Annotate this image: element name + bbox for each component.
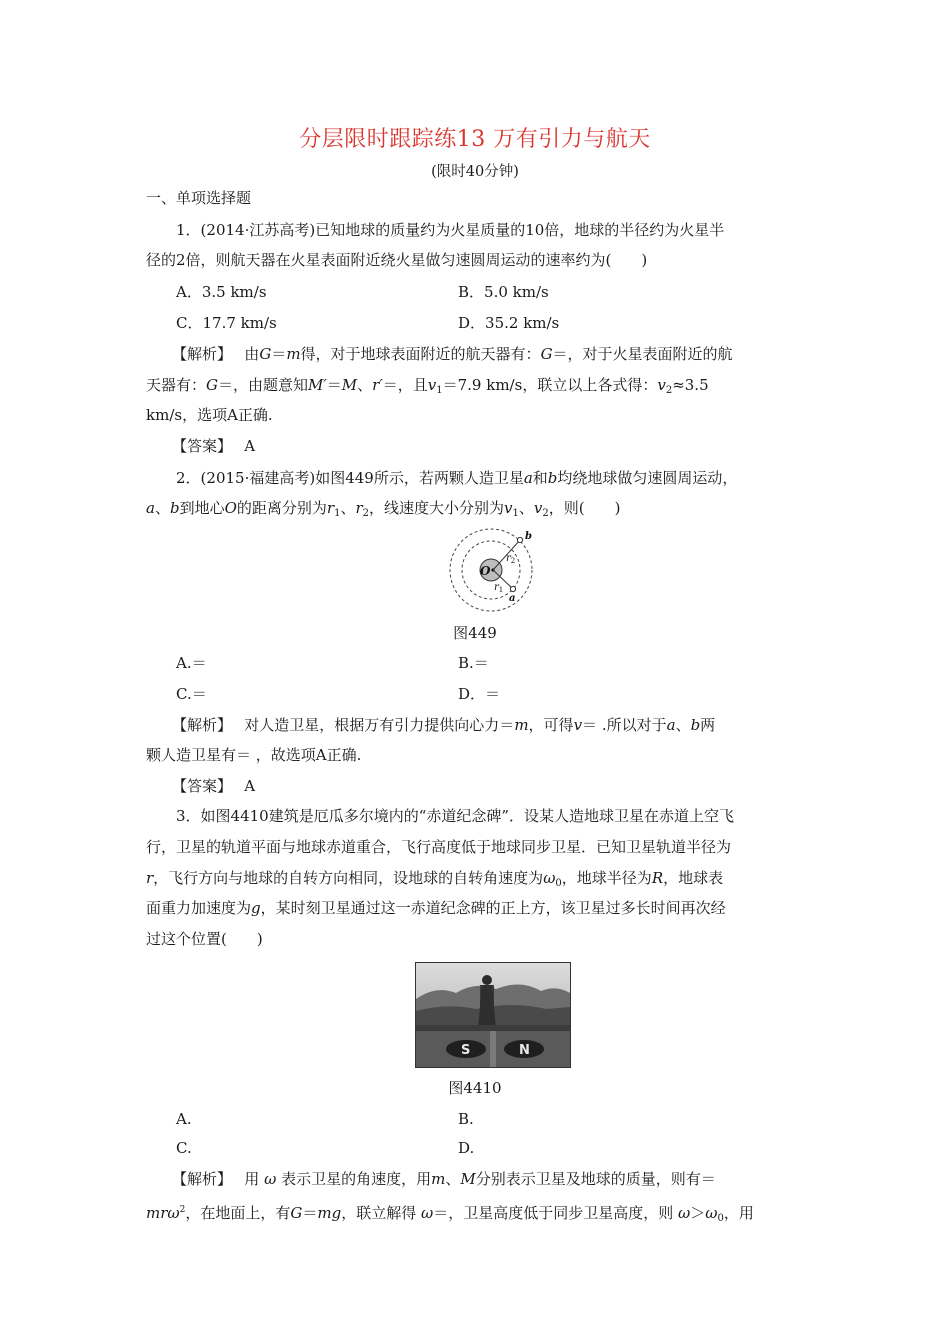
q2-analysis-line2: 颗人造卫星有＝ ，故选项A正确.: [146, 746, 362, 764]
satellite-a: [510, 586, 515, 591]
answer-label: 【答案】: [172, 777, 225, 795]
q3-option-a: A.: [176, 1110, 192, 1128]
q1-analysis-line2: 天器有：G＝，由题意知M′＝M、r′＝，且$v_1=7.9$ km/s，联立以上各式得：$v_2\approx 3.5$: [146, 376, 709, 396]
label-r2: $r_2$: [506, 553, 516, 565]
q1-answer: [172, 436, 255, 456]
q3-analysis-line2: mrω$^2$，在地面上，有G＝mg，联立解得 ω＝，卫星高度低于同步卫星高度，则 $\omega>\omega_0$，用: [146, 1204, 754, 1224]
q3-option-b: B.: [458, 1110, 474, 1128]
q2-option-c: C.＝: [176, 685, 207, 703]
equator-monument-photo: [415, 962, 571, 1068]
q3-stem-line4: 面重力加速度为g，某时刻卫星通过这一赤道纪念碑的正上方，该卫星过多长时间再次经: [146, 899, 726, 917]
analysis-label: 【解析】: [172, 1170, 225, 1188]
q3-option-d: D.: [458, 1139, 475, 1157]
q3-stem-line2: 行，卫星的轨道平面与地球赤道重合，飞行高度低于地球同步卫星．已知卫星轨道半径为: [146, 838, 732, 856]
q1-option-c: C．17.7 km/s: [176, 314, 277, 332]
analysis-label: 【解析】: [172, 716, 225, 734]
q2-stem-line2: a、b到地心O的距离分别为$r_1$、$r_2$，线速度大小分别为$v_1$、$v_2$，则( ): [146, 499, 621, 519]
q2-stem-line1: 2．(2015·福建高考)如图449所示，若两颗人造卫星a和b均绕地球做匀速圆周运动，: [176, 469, 738, 487]
time-limit: (限时40分钟): [431, 164, 519, 180]
marker-n: N: [519, 1043, 530, 1058]
q2-option-d: D．＝: [458, 685, 501, 703]
answer-value: A: [244, 437, 256, 455]
label-b: b: [525, 531, 532, 542]
label-a: a: [509, 593, 516, 604]
q2-answer: [172, 776, 255, 796]
section-heading: 一、单项选择题: [146, 189, 252, 207]
q2-option-b: B.＝: [458, 654, 489, 672]
q1-option-d: D．35.2 km/s: [458, 314, 560, 332]
q1-option-a: A．3.5 km/s: [176, 283, 267, 301]
q1-option-b: B．5.0 km/s: [458, 283, 549, 301]
q2-option-a: A.＝: [176, 654, 207, 672]
monument-image: [416, 963, 570, 1067]
q3-stem-line5: 过这个位置( ): [146, 930, 263, 948]
q1-analysis-line3: km/s，选项A正确.: [146, 406, 273, 424]
q2-analysis-line1: 【解析】 对人造卫星，根据万有引力提供向心力＝m，可得v＝ .所以对于a、b两: [172, 716, 716, 734]
q3-option-c: C.: [176, 1139, 192, 1157]
marker-s: S: [461, 1043, 471, 1058]
q3-stem-line1: 3．如图4410建筑是厄瓜多尔境内的“赤道纪念碑”．设某人造地球卫星在赤道上空飞: [176, 807, 735, 825]
center-label: O: [480, 564, 491, 578]
figure-4410-caption: 图4410: [448, 1079, 502, 1097]
page-title: 分层限时跟踪练13 万有引力与航天: [299, 127, 651, 152]
satellite-b: [517, 537, 522, 542]
q1-stem-line2: 径的2倍，则航天器在火星表面附近绕火星做匀速圆周运动的速率约为( ): [146, 251, 648, 269]
figure-449-caption: 图449: [453, 624, 497, 642]
q3-stem-line3: r，飞行方向与地球的自转方向相同，设地球的自转角速度为$\omega_0$，地球半径为R，地球表: [146, 869, 724, 889]
q1-analysis-line1: 【解析】 由G＝m得，对于地球表面附近的航天器有：G＝，对于火星表面附近的航: [172, 345, 733, 363]
answer-label: 【答案】: [172, 437, 225, 455]
answer-value: A: [244, 777, 256, 795]
q1-stem-line1: 1．(2014·江苏高考)已知地球的质量约为火星质量的10倍，地球的半径约为火星半: [176, 221, 725, 239]
q3-analysis-line1: 【解析】 用 ω 表示卫星的角速度，用m、M分别表示卫星及地球的质量，则有＝: [172, 1170, 716, 1188]
label-r1: $r_1$: [494, 582, 504, 594]
analysis-label: 【解析】: [172, 345, 225, 363]
orbit-diagram: [446, 527, 538, 613]
